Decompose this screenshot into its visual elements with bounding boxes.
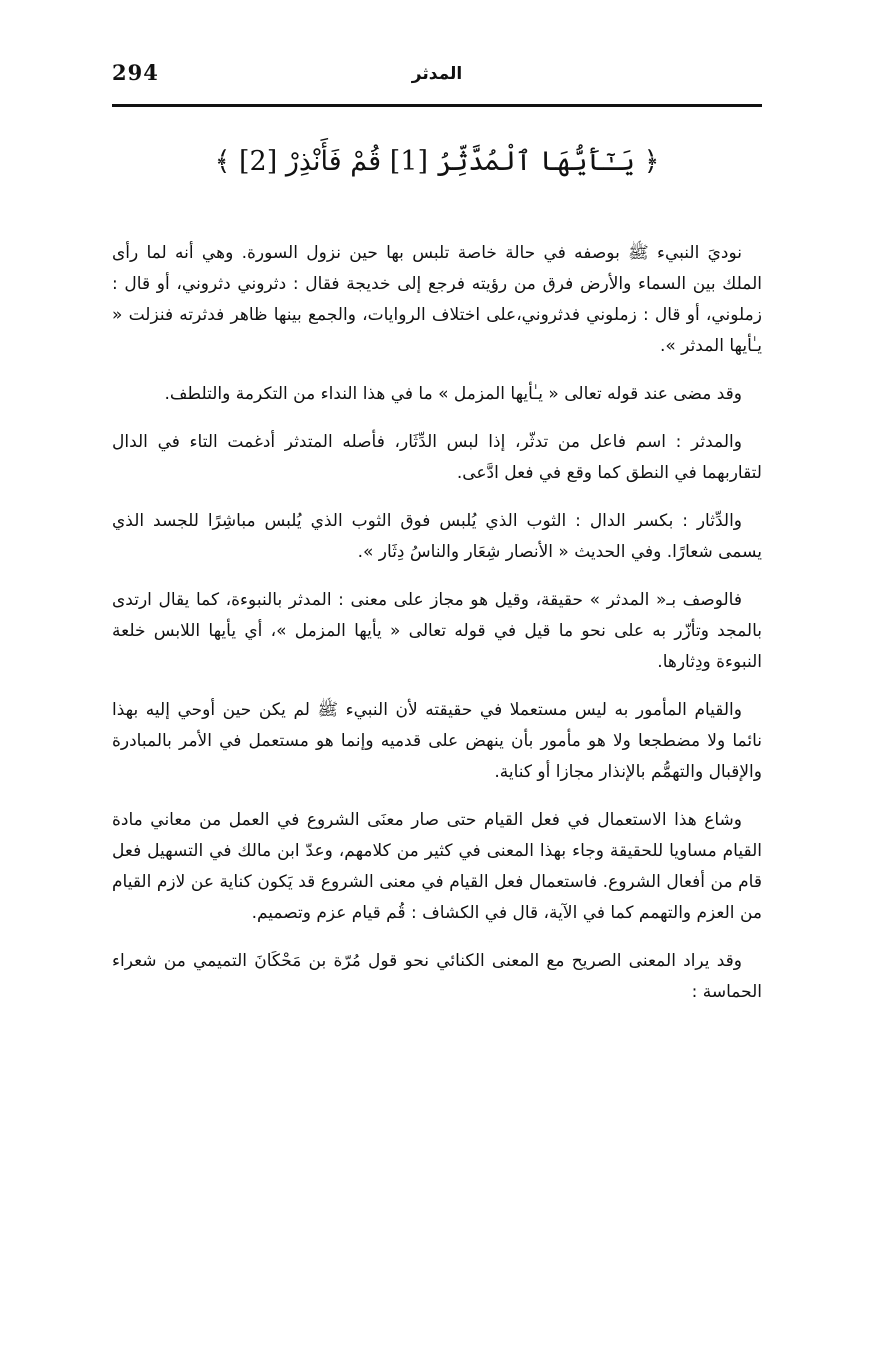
paragraph: وقد مضى عند قوله تعالى « يـٰأيها المزمل » ما في هذا النداء من التكرمة والتلطف. (164, 384, 742, 404)
paragraph: والمدثر : اسم فاعل من تدثّر، إذا لبس الدِّثَار، فأصله المتدثر أدغمت التاء في الدال لتقاربهما في النطق كما وقع في فعل ادَّعى. (112, 432, 762, 483)
commentary-body (112, 238, 762, 1025)
quran-verse: ﴿ يَـٰٓأَيُّهَا ٱلْمُدَّثِّرُ [1] قُمْ فَأَنْذِرْ [2] ﴾ (214, 146, 660, 177)
page-number: 294 (112, 60, 159, 85)
header-divider (112, 104, 762, 107)
running-title: المدثر (411, 64, 463, 84)
paragraph: فالوصف بـ« المدثر » حقيقة، وقيل هو مجاز على معنى : المدثر بالنبوءة، كما يقال ارتدى بالمجد وتأزّر به على نحو ما قيل في قوله تعالى « يأيها المزمل »، أي يأيها اللابس خلعة النبوءة ودِثارها. (112, 590, 762, 672)
paragraph: وقد يراد المعنى الصريح مع المعنى الكنائي نحو قول مُرّة بن مَحْكَانَ التميمي من شعراء الحماسة : (112, 951, 762, 1002)
page-header (112, 56, 762, 108)
paragraph: والدِّثار : بكسر الدال : الثوب الذي يُلبس فوق الثوب الذي يُلبس مباشِرًا للجسد الذي يسمى شعارًا. وفي الحديث « الأنصار شِعَار والناسُ دِثَار ». (112, 511, 762, 562)
paragraph: والقيام المأمور به ليس مستعملا في حقيقته لأن النبيء ﷺ لم يكن حين أوحي إليه بهذا نائما ولا مضطجعا ولا هو مأمور بأن ينهض على قدميه وإنما هو مستعمل في الأمر بالمبادرة والإقبال والتهمُّم بالإنذار مجازا أو كناية. (112, 700, 762, 782)
paragraph: نوديَ النبيء ﷺ بوصفه في حالة خاصة تلبس بها حين نزول السورة. وهي أنه لما رأى الملك بين السماء والأرض فرق من رؤيته فرجع إلى خديجة فقال : دثروني دثروني، أو قال : زملوني، أو قال : زملوني فدثروني،على اختلاف الروايات، والجمع بينها ظاهر فدثرته فنزلت « يـٰأيها المدثر ». (112, 243, 762, 356)
paragraph: وشاع هذا الاستعمال في فعل القيام حتى صار معنَى الشروع في العمل من معاني مادة القيام مساويا للحقيقة وجاء بهذا المعنى في كثير من كلامهم، وعدّ ابن مالك في التسهيل فعل قام من أفعال الشروع. فاستعمال فعل القيام في معنى الشروع قد يَكون كناية عن لازم القيام من العزم والتهمم كما في الآية، قال في الكشاف : قُم قيام عزم وتصميم. (112, 810, 762, 923)
